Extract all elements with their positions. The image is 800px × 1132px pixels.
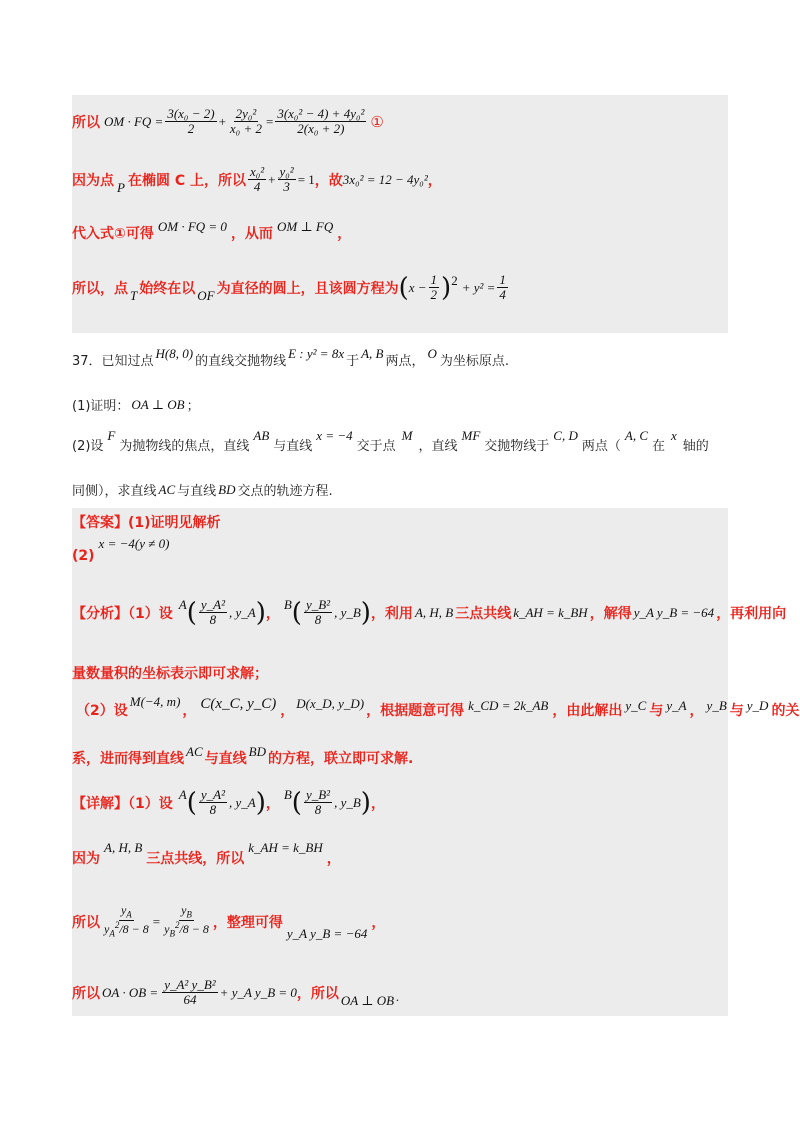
analysis-line-4: 系，进而得到直线 AC 与直线 BD 的方程，联立即可求解. xyxy=(72,744,414,767)
answer-2: (2) x = −4(y ≠ 0) xyxy=(72,536,170,564)
analysis-line-2: 量数量积的坐标表示即可求解； xyxy=(72,666,268,682)
top-line-1: 所以 OM · FQ = $\frac{\text{3(x₀ − 2)}}{2}$ + $\frac{\text{2y₀²}}{\text{x₀ + 2}}$ = $\frac{\text{3(x₀² − 4) + 4y₀²}}{\text{2(x₀ + 2)}}$ ① xyxy=(72,106,384,137)
problem-line-3: (2)设 F 为抛物线的焦点，直线 AB 与直线 x = −4 交于点 M ，直线 MF 交抛物线于 C, D 两点（ A, C 在 x 轴的 xyxy=(72,427,709,454)
analysis-line-1: 【分析】（1）设 A ( $\frac{\text{y\_A²}}{8}$ , y_A ) ， B ( $\frac{\text{y\_B²}}{8}$ , y_B ) ，利用 A, H, B 三点共线 k_AH = k_BH ，解得 y_A y_B = −64 ，再利用向 xyxy=(72,596,787,628)
answer-panel xyxy=(72,508,800,1016)
top-line-3: 代入式①可得 OM · FQ = 0 ，从而 OM ⊥ FQ ， xyxy=(72,219,352,242)
problem-line-1: 37．已知过点 H(8, 0) 的直线交抛物线 E : y² = 8x 于 A, B 两点， O 为坐标原点. xyxy=(72,345,510,369)
solution-panel-top xyxy=(72,95,728,333)
problem-line-4: 同侧），求直线 AC 与直线 BD 交点的轨迹方程. xyxy=(72,481,333,499)
detail-line-3: 所以 $\frac{y_A}{y_A^2/8 - 8}$ = $\frac{y_B}{y_B^2/8 - 8}$ ，整理可得 y_A y_B = −64 ， xyxy=(72,903,386,941)
analysis-line-3: （2）设 M(−4, m) ， C(x_C, y_C) ， D(x_D, y_D) ，根据题意可得 k_CD = 2k_AB ，由此解出 y_C 与 y_A ， y_B 与 y_D 的关 xyxy=(76,694,800,719)
top-line-4: 所以，点 T 始终在以 OF 为直径的圆上，且该圆方程为 ( x − $\frac{1}{2}$ ) $^2$ + y² = $\frac{1}{4}$ xyxy=(72,272,506,303)
detail-line-4: 所以 OA · OB = $\frac{\text{y\_A² y\_B²}}{64}$ + y_A y_B = 0 ，所以 OA ⊥ OB . xyxy=(72,977,400,1008)
answer-1: 【答案】(1)证明见解析 xyxy=(72,515,221,531)
detail-line-2: 因为 A, H, B 三点共线，所以 k_AH = k_BH ， xyxy=(72,840,341,867)
problem-line-2: (1)证明： OA ⊥ OB ； xyxy=(72,396,200,414)
top-line-2: 因为点 P 在椭圆 C 上，所以 $\frac{\text{x₀²}}{4}$ + $\frac{\text{y₀²}}{3}$ = 1 ，故 3x₀² = 12 − 4y₀² ， xyxy=(72,164,442,195)
equation-mark-1: ① xyxy=(370,112,384,131)
problem-37 xyxy=(72,340,728,500)
detail-line-1: 【详解】（1）设 A ( $\frac{\text{y\_A²}}{8}$ , y_A ) ， B ( $\frac{\text{y\_B²}}{8}$ , y_B ) ， xyxy=(72,786,385,818)
